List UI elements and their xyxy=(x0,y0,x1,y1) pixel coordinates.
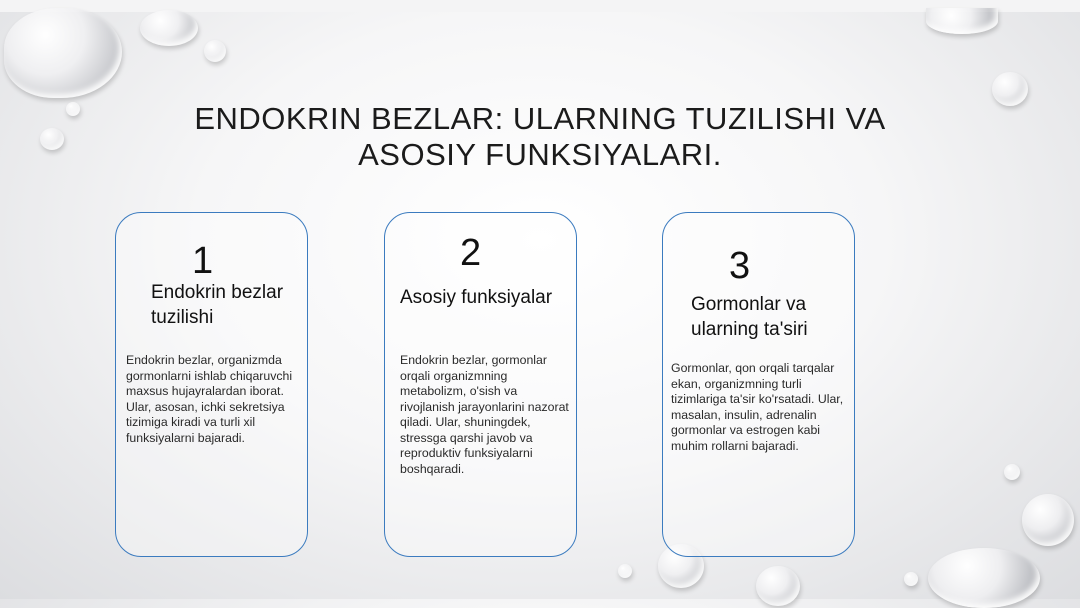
card-gormonlar-va-ularning-tasiri xyxy=(662,212,855,557)
water-drop-decoration xyxy=(1004,464,1020,480)
card-heading: Asosiy funksiyalar xyxy=(400,287,553,308)
water-drop-decoration xyxy=(4,8,122,98)
water-drop-decoration xyxy=(140,10,198,46)
water-drop-decoration xyxy=(204,40,226,62)
water-drop-decoration xyxy=(992,72,1028,106)
slide-title: ENDOKRIN BEZLAR: ULARNING TUZILISHI VA ASOSIY FUNKSIYALARI. xyxy=(194,101,886,172)
card-body-text: Endokrin bezlar, organizmda gormonlarni ishlab chiqaruvchi maxsus hujayralardan iborat. Ular, asosan, ichki sekretsiya tizimiga kiradi va turli xil funksiyalarni bajaradi. xyxy=(126,353,293,445)
card-number: 1 xyxy=(192,240,214,282)
card-heading: Gormonlar va ularning ta'siri xyxy=(691,294,808,340)
card-body-text: Gormonlar, qon orqali tarqalar ekan, organizmning turli tizimlariga ta'sir ko'rsatadi. Ular, masalan, insulin, adrenalin gormonlar va estrogen kabi muhim rollarni bajaradi. xyxy=(671,361,844,453)
water-drop-decoration xyxy=(904,572,918,586)
water-drop-decoration xyxy=(1022,494,1074,546)
card-endokrin-bezlar-tuzilishi xyxy=(115,212,308,557)
water-drop-decoration xyxy=(928,548,1040,608)
card-heading: Endokrin bezlar tuzilishi xyxy=(151,282,284,328)
card-number: 3 xyxy=(729,245,751,287)
card-number: 2 xyxy=(460,232,482,274)
water-drop-decoration xyxy=(618,564,632,578)
card-asosiy-funksiyalar xyxy=(384,212,577,557)
card-body-text: Endokrin bezlar, gormonlar orqali organizmning metabolizm, o'sish va rivojlanish jarayonlarini nazorat qiladi. Ular, shuningdek, stressga qarshi javob va reproduktiv funksiyalarni boshqaradi. xyxy=(400,353,569,476)
water-drop-decoration xyxy=(926,8,998,34)
water-drop-decoration xyxy=(40,128,64,150)
water-drop-decoration xyxy=(756,566,800,606)
water-drop-decoration xyxy=(66,102,80,116)
